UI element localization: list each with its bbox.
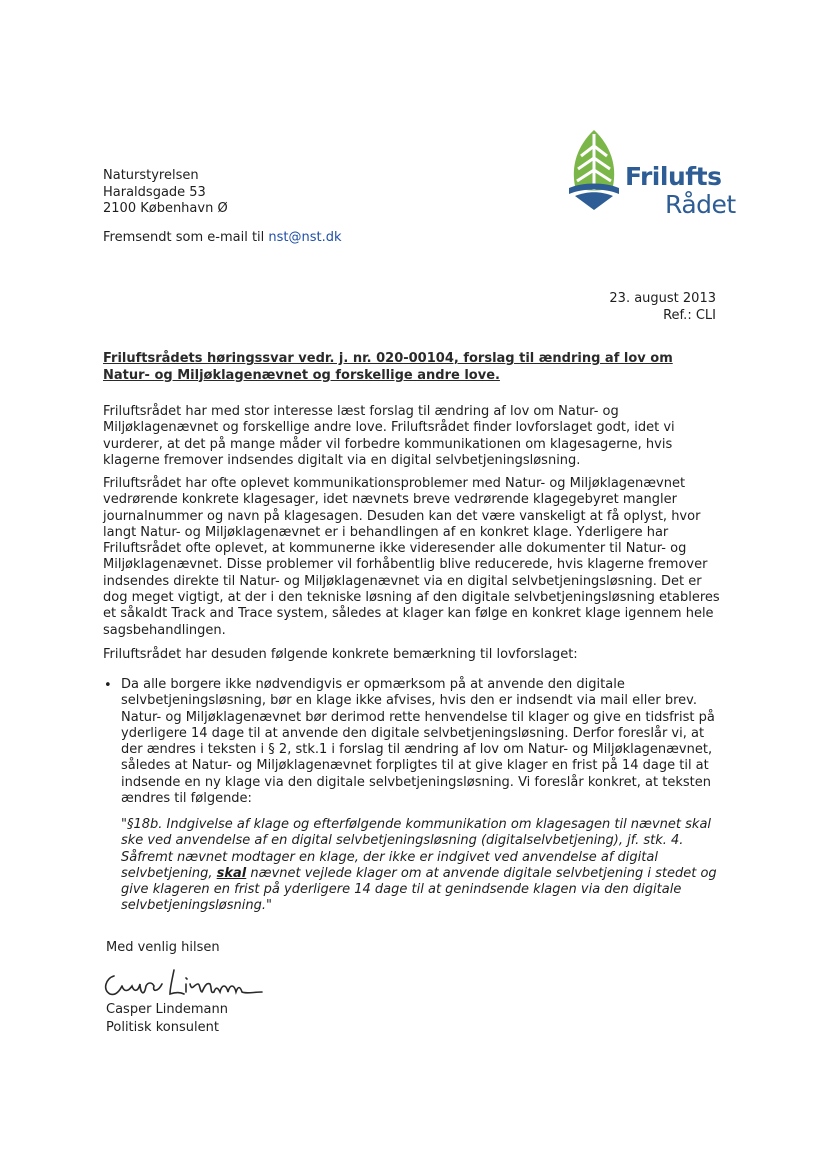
- signer-block: [106, 1001, 228, 1037]
- logo-word-frilufts: Frilufts: [625, 162, 722, 191]
- closing-greeting: Med venlig hilsen: [106, 940, 220, 955]
- bullet-marker: •: [104, 678, 112, 693]
- paragraph-1: Friluftsrådet har med stor interesse læst forslag til ændring af lov om Natur- og Miljøklagenævnet og forskellige andre love. Friluftsrådet finder lovforslaget godt, idet vi vurderer, at det på mange måder vil forbedre kommunikationen om klagesagerne, hvis klagerne fremover indsendes digitalt via en digital selvbetjeningsløsning.: [103, 404, 675, 468]
- recipient-name: Naturstyrelsen: [103, 168, 199, 183]
- paragraph-2: Friluftsrådet har ofte oplevet kommunikationsproblemer med Natur- og Miljøklagenævnet vedrørende konkrete klagesager, idet nævnets breve vedrørende klagegebyret mangler journalnummer og navn på klagesagen. Desuden kan det være vanskeligt at få oplyst, hvor langt Natur- og Miljøklagenævnet er i behandlingen af en konkret klage. Yderligere har Friluftsrådet ofte oplevet, at kommunerne ikke videresender alle dokumenter til Natur- og Miljøklagenævnet. Disse problemer vil forhåbentlig blive reducerede, hvis klagerne fremover indsendes direkte til Natur- og Miljøklagenævnet via en digital selvbetjeningsløsning. Det er dog meget vigtigt, at der i den tekniske løsning af den digitale selvbetjeningsløsning etableres et såkaldt Track and Trace system, således at klager kan følge en konkret klage igennem hele sagsbehandlingen.: [103, 476, 720, 638]
- letter-date: 23. august 2013: [609, 291, 716, 306]
- recipient-city: 2100 København Ø: [103, 201, 228, 216]
- sent-via-line: [103, 230, 342, 245]
- letter-subject: Friluftsrådets høringssvar vedr. j. nr. 020-00104, forslag til ændring af lov om Natur- og Miljøklagenævnet og forskellige andre love.: [103, 351, 673, 383]
- bullet-item: Da alle borgere ikke nødvendigvis er opmærksom på at anvende den digitale selvbetjeningsløsning, bør en klage ikke afvises, hvis den er indsendt via mail eller brev. Natur- og Miljøklagenævnet bør derimod rette henvendelse til klager og give en tidsfrist på yderligere 14 dage til at anvende den digitale selvbetjeningsløsning. Derfor foreslår vi, at der ændres i teksten i § 2, stk.1 i forslag til ændring af lov om Natur- og Miljøklagenævnet, således at Natur- og Miljøklagenævnet forpligtes til at give klager en frist på 14 dage til at indsende en ny klage via den digitale selvbetjeningsløsning. Vi foreslår konkret, at teksten ændres til følgende:: [121, 677, 715, 807]
- quote-emphasis: skal: [216, 865, 247, 881]
- quote-part-1: "§18b. Indgivelse af klage og efterfølgende kommunikation om klagesagen til nævnet skal ske ved anvendelse af en digital selvbetjeningsløsning (digitalselvbetjening), jf. stk. 4. Såfremt nævnet modtager en klage, der ikke er indgivet ved anvendelse af digital selvbetjening,: [121, 817, 712, 881]
- signer-title: Politisk konsulent: [106, 1020, 219, 1035]
- signer-name: Casper Lindemann: [106, 1002, 228, 1017]
- logo-word-raadet: Rådet: [665, 190, 736, 219]
- friluftsraadet-logo: [565, 128, 740, 218]
- sent-email-link[interactable]: nst@nst.dk: [268, 230, 342, 245]
- leaf-icon: [565, 128, 623, 218]
- recipient-street: Haraldsgade 53: [103, 184, 206, 200]
- sent-via-label: Fremsendt som e-mail til: [103, 230, 269, 245]
- paragraph-3: Friluftsrådet har desuden følgende konkrete bemærkning til lovforslaget:: [103, 647, 578, 662]
- proposed-text-quote: [121, 817, 721, 915]
- reference: Ref.: CLI: [663, 308, 716, 323]
- quote-part-2: nævnet vejlede klager om at anvende digitale selvbetjening i stedet og give klageren en frist på yderligere 14 dage til at genindsende klagen via den digitale selvbetjeningsløsning.": [121, 865, 717, 914]
- date-block: [609, 290, 716, 324]
- recipient-address: [103, 168, 228, 218]
- handwritten-signature: [100, 962, 265, 1002]
